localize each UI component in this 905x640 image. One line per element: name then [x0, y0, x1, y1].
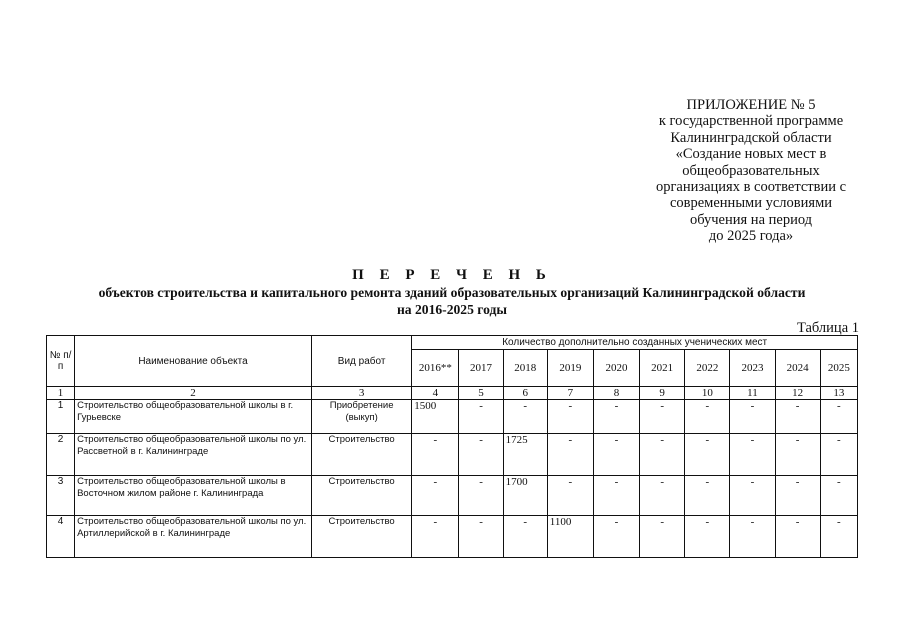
row-value: -	[685, 516, 730, 558]
row-value: -	[412, 434, 459, 476]
row-value: -	[640, 476, 685, 516]
title-line-2: на 2016-2025 годы	[396, 302, 508, 317]
row-value: 1100	[547, 516, 593, 558]
row-value: -	[640, 434, 685, 476]
header-year: 2023	[730, 350, 775, 387]
appendix-line: организациях в соответствии с	[655, 179, 847, 196]
column-number: 12	[775, 387, 820, 400]
header-year: 2025	[820, 350, 857, 387]
header-places: Количество дополнительно созданных ученических мест	[412, 336, 858, 350]
row-value: -	[730, 400, 775, 434]
row-value: 1700	[503, 476, 547, 516]
header-year: 2024	[775, 350, 820, 387]
header-num: № п/п	[47, 336, 75, 387]
row-value: -	[503, 400, 547, 434]
row-value: -	[547, 476, 593, 516]
row-kind: Строительство	[311, 516, 411, 558]
appendix-header	[640, 97, 862, 245]
title-word: П Е Р Е Ч Е Н Ь	[352, 267, 552, 283]
row-name: Строительство общеобразовательной школы по ул. Артиллерийской в г. Калининграде	[75, 516, 312, 558]
row-value: -	[459, 400, 503, 434]
column-number: 13	[820, 387, 857, 400]
row-value: -	[412, 516, 459, 558]
row-value: -	[459, 516, 503, 558]
appendix-line: «Создание новых мест в	[675, 146, 827, 163]
row-value: 1500	[412, 400, 459, 434]
header-year: 2016**	[412, 350, 459, 387]
header-year: 2017	[459, 350, 503, 387]
header-year: 2021	[640, 350, 685, 387]
row-value: -	[503, 516, 547, 558]
column-number: 6	[503, 387, 547, 400]
header-year: 2019	[547, 350, 593, 387]
table-row	[47, 400, 858, 434]
header-year: 2022	[685, 350, 730, 387]
row-value: -	[459, 476, 503, 516]
row-value: -	[730, 434, 775, 476]
row-value: -	[820, 516, 857, 558]
header-year: 2020	[593, 350, 639, 387]
table-row	[47, 516, 858, 558]
table-label: Таблица 1	[796, 320, 859, 336]
appendix-line: Калининградской области	[670, 129, 832, 146]
column-number: 3	[311, 387, 411, 400]
appendix-line: ПРИЛОЖЕНИЕ № 5	[686, 97, 816, 113]
column-number-row	[47, 387, 858, 400]
header-year: 2018	[503, 350, 547, 387]
row-name: Строительство общеобразовательной школы по ул. Рассветной в г. Калининграде	[75, 434, 312, 476]
row-value: -	[593, 516, 639, 558]
appendix-line: до 2025 года»	[708, 228, 794, 245]
column-number: 9	[640, 387, 685, 400]
appendix-line: обучения на период	[689, 211, 813, 228]
row-value: -	[820, 434, 857, 476]
column-number: 5	[459, 387, 503, 400]
row-num: 1	[47, 400, 75, 434]
row-value: -	[820, 476, 857, 516]
row-name: Строительство общеобразовательной школы в Восточном жилом районе г. Калининграда	[75, 476, 312, 516]
objects-table	[46, 335, 858, 558]
row-value: -	[593, 400, 639, 434]
row-value: 1725	[503, 434, 547, 476]
row-value: -	[593, 476, 639, 516]
row-value: -	[547, 434, 593, 476]
row-num: 4	[47, 516, 75, 558]
row-num: 2	[47, 434, 75, 476]
row-value: -	[412, 476, 459, 516]
row-value: -	[593, 434, 639, 476]
row-value: -	[685, 476, 730, 516]
column-number: 4	[412, 387, 459, 400]
row-kind: Строительство	[311, 476, 411, 516]
row-value: -	[685, 434, 730, 476]
header-name: Наименование объекта	[75, 336, 312, 387]
row-value: -	[820, 400, 857, 434]
appendix-line: современными условиями	[669, 195, 833, 212]
row-value: -	[730, 476, 775, 516]
document-title	[40, 266, 864, 318]
column-number: 2	[75, 387, 312, 400]
row-value: -	[685, 400, 730, 434]
row-value: -	[775, 400, 820, 434]
row-name: Строительство общеобразовательной школы в г. Гурьевске	[75, 400, 312, 434]
column-number: 1	[47, 387, 75, 400]
row-value: -	[640, 516, 685, 558]
row-value: -	[640, 400, 685, 434]
header-kind: Вид работ	[311, 336, 411, 387]
row-value: -	[775, 476, 820, 516]
column-number: 11	[730, 387, 775, 400]
table-row	[47, 434, 858, 476]
row-value: -	[775, 434, 820, 476]
row-kind: Строительство	[311, 434, 411, 476]
title-line-1: объектов строительства и капитального ремонта зданий образовательных организаций Калининградской области	[98, 285, 806, 300]
row-value: -	[775, 516, 820, 558]
row-num: 3	[47, 476, 75, 516]
row-value: -	[547, 400, 593, 434]
column-number: 10	[685, 387, 730, 400]
appendix-line: общеобразовательных	[682, 162, 820, 179]
table-row	[47, 476, 858, 516]
row-value: -	[459, 434, 503, 476]
row-value: -	[730, 516, 775, 558]
appendix-line: к государственной программе	[658, 113, 844, 130]
column-number: 8	[593, 387, 639, 400]
row-kind: Приобретение (выкуп)	[311, 400, 411, 434]
column-number: 7	[547, 387, 593, 400]
